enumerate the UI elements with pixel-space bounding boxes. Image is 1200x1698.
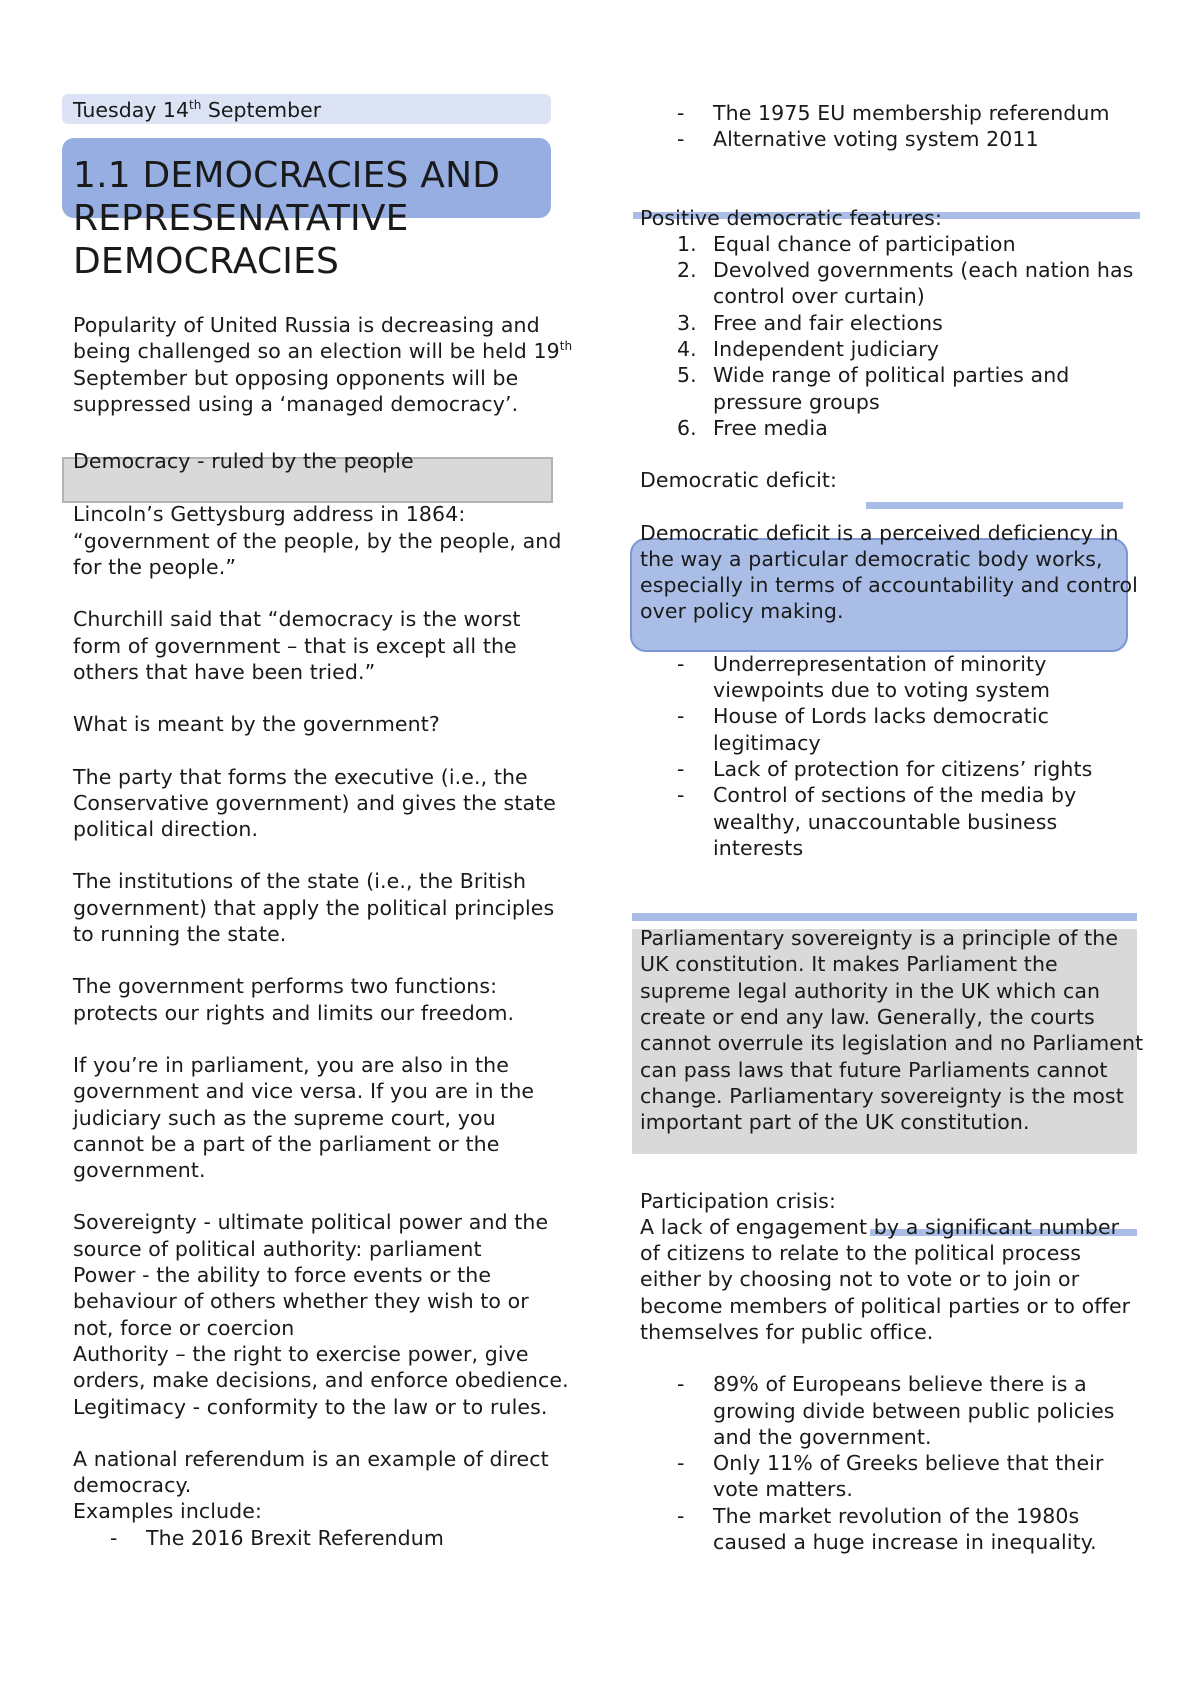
right-column <box>640 100 1145 1555</box>
participation-crisis-label: Participation crisis: <box>640 1188 836 1213</box>
parliament-paragraph: If you’re in parliament, you are also in the government and vice versa. If you are in the judiciary such as the supreme court, you cannot be a part of the parliament or the government. <box>73 1052 535 1183</box>
sovereignty-definition: Sovereignty - ultimate political power and the source of political authority: parliament <box>73 1210 549 1261</box>
institutions-definition: The institutions of the state (i.e., the British government) that apply the political principles to running the state. <box>73 869 555 947</box>
list-item: 1. Equal chance of participation <box>677 231 1016 256</box>
list-item: - Control of sections of the media by wealthy, unaccountable business interests <box>640 782 1145 861</box>
examples-label: Examples include: <box>73 1499 263 1524</box>
list-item: 2. Devolved governments (each nation has control over curtain) <box>677 258 1134 309</box>
list-item: - The 2016 Brexit Referendum <box>0 1525 573 1551</box>
authority-definition: Authority – the right to exercise power, give orders, make decisions, and enforce obedience. <box>73 1341 569 1393</box>
lincoln-quote: Lincoln’s Gettysburg address in 1864: “government of the people, by the people, and for the people.” <box>73 502 562 580</box>
power-definition: Power - the ability to force events or the behaviour of others whether they wish to or not, force or coercion <box>73 1263 529 1340</box>
list-item: - 89% of Europeans believe there is a growing divide between public policies and the government. <box>640 1371 1145 1450</box>
page-title: 1.1 DEMOCRACIES AND REPRESENATATIVE DEMOCRACIES <box>73 155 501 282</box>
list-item: - Lack of protection for citizens’ rights <box>640 756 1145 782</box>
list-item: - Alternative voting system 2011 <box>640 126 1145 152</box>
list-item: 6. Free media <box>677 415 828 440</box>
parliamentary-sovereignty-paragraph: Parliamentary sovereignty is a principle of the UK constitution. It makes Parliament the supreme legal authority in the UK which can create or end any law. Generally, the courts cannot overrule its legislation and no Parliament can pass laws that future Parliaments cannot change. Parliamentary sovereignty is the most important part of the UK constitution. <box>640 926 1144 1135</box>
democratic-deficit-definition: Democratic deficit is a perceived deficiency in the way a particular democratic body works, especially in terms of accountability and control over policy making. <box>640 520 1138 624</box>
crisis-points-list <box>640 1371 1145 1555</box>
positive-features-list <box>640 231 1145 441</box>
democracy-definition: Democracy - ruled by the people <box>73 449 414 474</box>
government-functions: The government performs two functions: protects our rights and limits our freedom. <box>73 974 515 1025</box>
referendum-paragraph: A national referendum is an example of direct democracy. <box>73 1446 549 1498</box>
left-column <box>73 312 573 1551</box>
russia-paragraph: Popularity of United Russia is decreasing and being challenged so an election will be held 19th September but opposing opponents will be suppressed using a ‘managed democracy’. <box>73 313 573 416</box>
list-item: - House of Lords lacks democratic legitimacy <box>640 703 1145 756</box>
list-item: - The 1975 EU membership referendum <box>640 100 1145 126</box>
list-item: 5. Wide range of political parties and pressure groups <box>677 363 1070 414</box>
positive-features-label: Positive democratic features: <box>640 205 942 230</box>
deficit-points-list <box>640 651 1145 861</box>
list-item: - The market revolution of the 1980s caused a huge increase in inequality. <box>640 1503 1145 1556</box>
list-item: 3. Free and fair elections <box>677 310 943 335</box>
list-item: 4. Independent judiciary <box>677 337 940 362</box>
democratic-deficit-label: Democratic deficit: <box>640 468 838 493</box>
date-heading: Tuesday 14th September <box>73 98 322 122</box>
examples-continued-list <box>640 100 1145 153</box>
examples-list <box>0 1525 573 1551</box>
list-item: - Only 11% of Greeks believe that their vote matters. <box>640 1450 1145 1503</box>
list-item: - Underrepresentation of minority viewpoints due to voting system <box>640 651 1145 704</box>
participation-crisis-definition: A lack of engagement by a significant number of citizens to relate to the political process either by choosing not to vote or to join or become members of political parties or to offer themselves for public office. <box>640 1214 1131 1344</box>
legitimacy-definition: Legitimacy - conformity to the law or to rules. <box>73 1394 548 1419</box>
churchill-quote: Churchill said that “democracy is the worst form of government – that is except all the others that have been tried.” <box>73 607 521 684</box>
government-question: What is meant by the government? <box>73 712 440 737</box>
party-definition: The party that forms the executive (i.e., the Conservative government) and gives the state political direction. <box>73 764 556 842</box>
